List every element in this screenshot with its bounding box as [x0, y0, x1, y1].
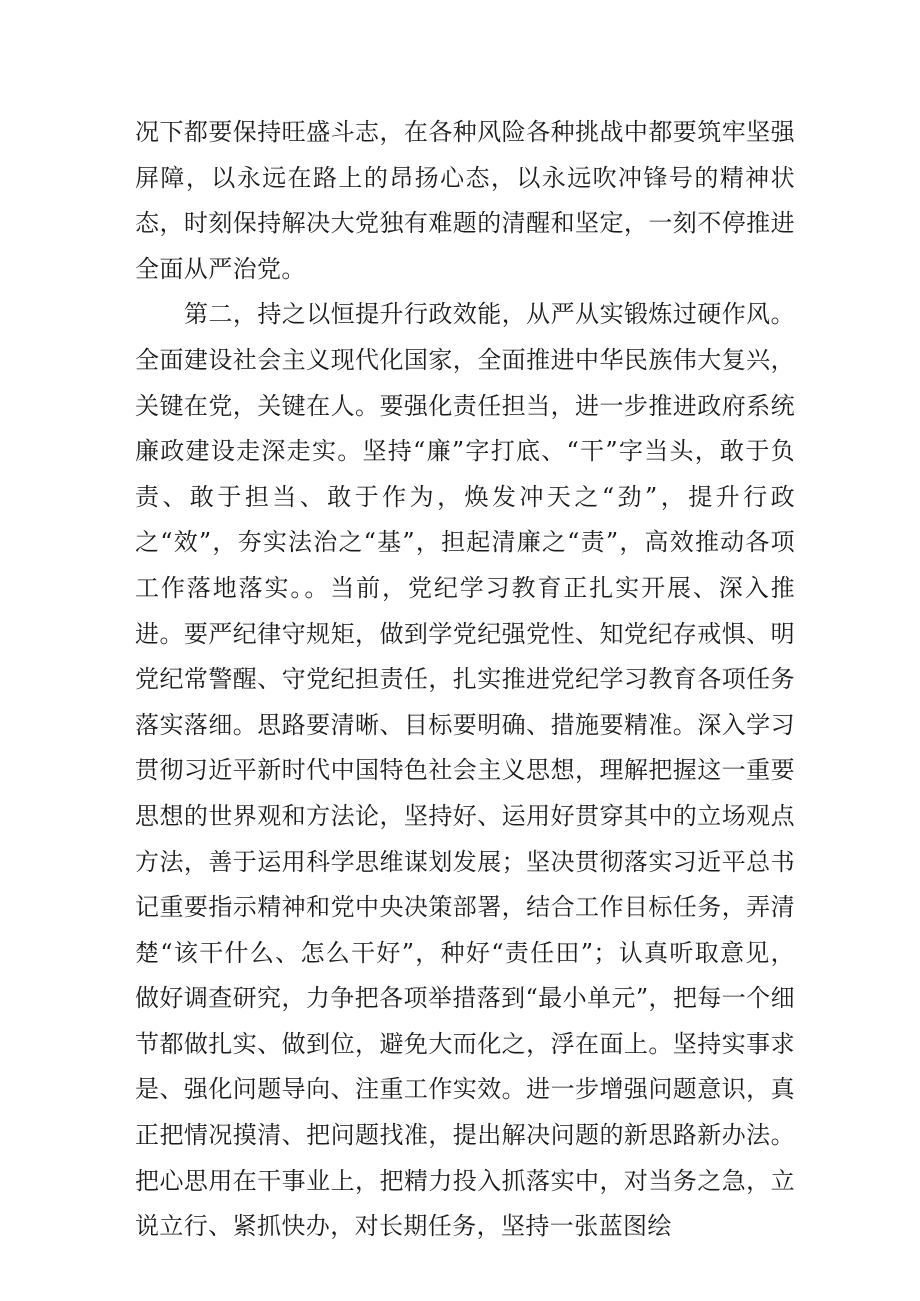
document-body: [135, 110, 795, 1250]
paragraph-second-point: 第二，持之以恒提升行政效能，从严从实锻炼过硬作风。全面建设社会主义现代化国家，全面推进中华民族伟大复兴，关键在党，关键在人。要强化责任担当，进一步推进政府系统廉政建设走深走实。坚持“廉”字打底、“干”字当头，敢于负责、敢于担当、敢于作为，焕发冲天之“劲”，提升行政之“效”，夯实法治之“基”，担起清廉之“责”，高效推动各项工作落地落实。。当前，党纪学习教育正扎实开展、深入推进。要严纪律守规矩，做到学党纪强党性、知党纪存戒惧、明党纪常警醒、守党纪担责任，扎实推进党纪学习教育各项任务落实落细。思路要清晰、目标要明确、措施要精准。深入学习贯彻习近平新时代中国特色社会主义思想，理解把握这一重要思想的世界观和方法论，坚持好、运用好贯穿其中的立场观点方法，善于运用科学思维谋划发展；坚决贯彻落实习近平总书记重要指示精神和党中央决策部署，结合工作目标任务，弄清楚“该干什么、怎么干好”，种好“责任田”；认真听取意见，做好调查研究，力争把各项举措落到“最小单元”，把每一个细节都做扎实、做到位，避免大而化之，浮在面上。坚持实事求是、强化问题导向、注重工作实效。进一步增强问题意识，真正把情况摸清、把问题找准，提出解决问题的新思路新办法。把心思用在干事业上，把精力投入抓落实中，对当务之急，立说立行、紧抓快办，对长期任务，坚持一张蓝图绘: [135, 300, 795, 1241]
paragraph-continuation: 况下都要保持旺盛斗志，在各种风险各种挑战中都要筑牢坚强屏障，以永远在路上的昂扬心态，以永远吹冲锋号的精神状态，时刻保持解决大党独有难题的清醒和坚定，一刻不停推进全面从严治党。: [135, 118, 795, 283]
